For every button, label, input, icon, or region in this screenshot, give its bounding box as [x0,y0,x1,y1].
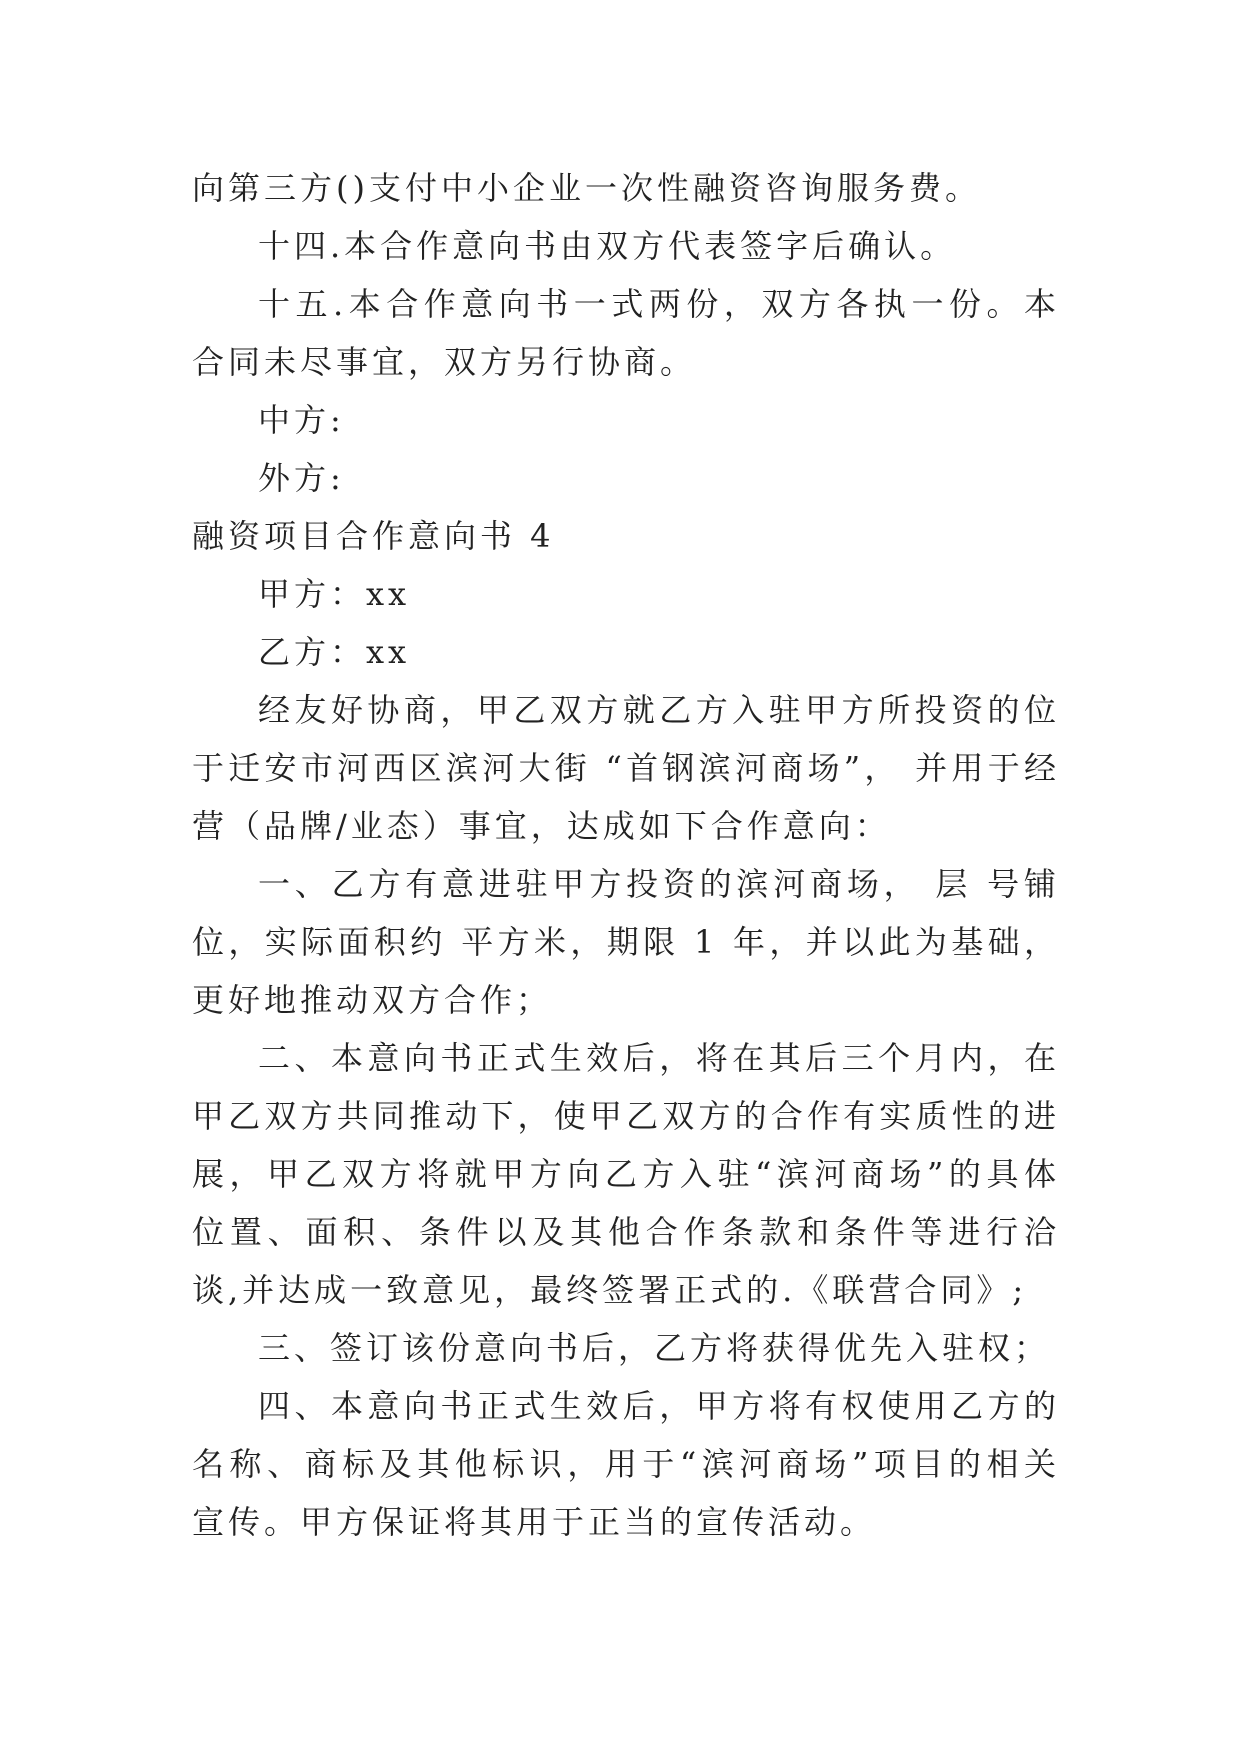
paragraph-payment-clause: 向第三方()支付中小企业一次性融资咨询服务费。 [192,169,981,207]
paragraph-item-3: 三、签订该份意向书后，乙方将获得优先入驻权； [258,1329,1051,1367]
paragraph-item-4: 四、本意向书正式生效后，甲方将有权使用乙方的名称、商标及其他标识，用于“滨河商场”项目的相关宣传。甲方保证将其用于正当的宣传活动。 [192,1387,1060,1541]
document-body [192,159,1060,1551]
signature-chinese-party: 中方: [258,401,345,439]
section-title: 融资项目合作意向书 4 [192,517,555,555]
party-b: 乙方：xx [258,633,411,671]
signature-foreign-party: 外方: [258,459,345,497]
paragraph-item-1: 一、乙方有意进驻甲方投资的滨河商场， 层 号铺位，实际面积约 平方米，期限 1 年，并以此为基础，更好地推动双方合作； [192,865,1060,1019]
paragraph-clause-15: 十五.本合作意向书一式两份，双方各执一份。本合同未尽事宜，双方另行协商。 [192,285,1060,381]
paragraph-clause-14: 十四.本合作意向书由双方代表签字后确认。 [258,227,957,265]
paragraph-item-2: 二、本意向书正式生效后，将在其后三个月内，在甲乙双方共同推动下，使甲乙双方的合作有实质性的进展，甲乙双方将就甲方向乙方入驻“滨河商场”的具体位置、面积、条件以及其他合作条款和条件等进行洽谈,并达成一致意见，最终签署正式的.《联营合同》; [192,1039,1060,1309]
paragraph-preamble: 经友好协商，甲乙双方就乙方入驻甲方所投资的位于迁安市河西区滨河大街 “首钢滨河商场”， 并用于经营（品牌/业态）事宜，达成如下合作意向： [192,691,1060,845]
party-a: 甲方：xx [258,575,411,613]
